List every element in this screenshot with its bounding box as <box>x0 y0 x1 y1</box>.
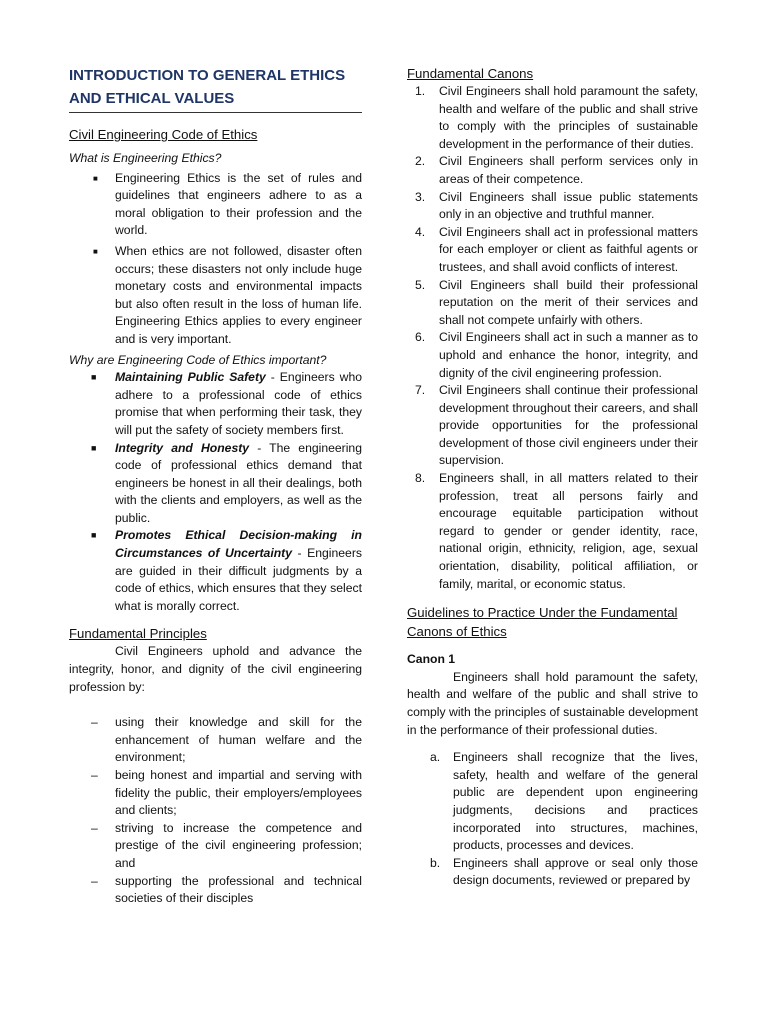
left-column <box>69 64 362 908</box>
list-item: 1. Civil Engineers shall hold paramount the safety, health and welfare of the public and shall strive to comply with the principles of sustainable development in the performance of their duties. <box>415 84 698 151</box>
list-item: ■ Engineering Ethics is the set of rules and guidelines that engineers adhere to as a moral obligation to their profession and the world. <box>93 170 362 238</box>
item-number: 6. <box>415 330 426 345</box>
item-number: 2. <box>415 154 426 169</box>
dash-icon: – <box>91 820 98 835</box>
code-of-ethics-heading: Civil Engineering Code of Ethics <box>69 127 258 142</box>
list-item: 4. Civil Engineers shall act in professional matters for each employer or client as faithful agents or trustees, and shall avoid conflicts of interest. <box>415 224 698 274</box>
fundamental-principles-heading: Fundamental Principles <box>69 626 207 642</box>
list-item: – supporting the professional and technical societies of their disciples <box>91 873 362 906</box>
list-item: ■ Maintaining Public Safety - Engineers who adhere to a professional code of ethics promise that when performing their task, they will put the safety of society members first. <box>91 370 362 437</box>
canon-1-label: Canon 1 <box>407 652 456 667</box>
list-item: – striving to increase the competence and prestige of the civil engineering profession; and <box>91 820 362 870</box>
bullet-icon: ■ <box>93 173 98 183</box>
list-item: 5. Civil Engineers shall build their professional reputation on the merit of their services and shall not compete unfairly with others. <box>415 277 698 327</box>
list-item: – being honest and impartial and serving with fidelity the public, their employers/employees and clients; <box>91 768 362 818</box>
list-item: ■ Integrity and Honesty - The engineering code of professional ethics demand that engineers be honest in all their dealings, both with the clients and employers, as well as the public. <box>91 440 362 525</box>
term: Maintaining Public Safety <box>115 370 266 385</box>
list-item: – using their knowledge and skill for the enhancement of human welfare and the environment; <box>91 715 362 765</box>
fundamental-principles-intro: Civil Engineers uphold and advance the integrity, honor, and dignity of the civil engineering profession by: <box>69 644 362 694</box>
item-number: 5. <box>415 277 426 292</box>
list-item: 6. Civil Engineers shall act in such a manner as to uphold and enhance the honor, integrity, and dignity of the civil engineering profession. <box>415 330 698 380</box>
question-what-is-ethics: What is Engineering Ethics? <box>69 151 222 165</box>
canon-1-text: Engineers shall hold paramount the safety, health and welfare of the public and shall strive to comply with the principles of sustainable development in the performance of their professional duties. <box>407 669 698 737</box>
bullet-icon: ■ <box>91 530 97 541</box>
guidelines-heading: Guidelines to Practice Under the Fundamental Canons of Ethics <box>407 605 678 640</box>
term: Promotes Ethical Decision-making in Circumstances of Uncertainty <box>115 528 362 561</box>
list-item: a. Engineers shall recognize that the lives, safety, health and welfare of the general public are dependent upon engineering judgments, decisions and practices incorporated into structures, machines, products, processes and devices. <box>430 750 698 853</box>
list-item: 3. Civil Engineers shall issue public statements only in an objective and truthful manner. <box>415 189 698 222</box>
what-is-ethics-list <box>69 170 362 349</box>
fundamental-principles-list <box>69 714 362 908</box>
list-item: ■ Promotes Ethical Decision-making in Circumstances of Uncertainty - Engineers are guided in their difficult judgments by a code of ethics, which ensures that they select what is morally correct. <box>91 528 362 613</box>
bullet-icon: ■ <box>93 246 98 256</box>
dash-icon: – <box>91 715 98 730</box>
bullet-icon: ■ <box>91 442 97 453</box>
fundamental-canons-heading: Fundamental Canons <box>407 66 534 81</box>
page-title: INTRODUCTION TO GENERAL ETHICS AND ETHICAL VALUES <box>69 64 362 113</box>
list-item: b. Engineers shall approve or seal only those design documents, reviewed or prepared by <box>430 855 698 888</box>
bullet-icon: ■ <box>91 372 97 383</box>
term: Integrity and Honesty <box>115 440 250 455</box>
list-item: 7. Civil Engineers shall continue their professional development throughout their careers, and shall provide opportunities for the professional development of those civil engineers under their supervision. <box>415 383 698 468</box>
list-item: 8. Engineers shall, in all matters related to their profession, treat all persons fairly and encourage equitable participation without regard to gender or gender identity, race, national origin, ethnicity, religion, age, sexual orientation, disability, political affiliation, or family, marital, or economic status. <box>415 471 698 591</box>
item-number: 7. <box>415 383 426 398</box>
why-important-list <box>69 369 362 615</box>
canon-1-list <box>407 749 698 890</box>
right-column <box>407 64 698 890</box>
item-number: 4. <box>415 224 426 239</box>
item-number: 1. <box>415 84 426 98</box>
list-item: 2. Civil Engineers shall perform services only in areas of their competence. <box>415 154 698 186</box>
list-item: ■ When ethics are not followed, disaster often occurs; these disasters not only include huge monetary costs and environmental impacts but also often result in the loss of human life. Engineering Ethics applies to every engineer and is very important. <box>93 243 362 346</box>
dash-icon: – <box>91 873 98 888</box>
item-letter: b. <box>430 855 441 870</box>
question-why-important: Why are Engineering Code of Ethics important? <box>69 352 327 367</box>
item-letter: a. <box>430 750 441 765</box>
dash-icon: – <box>91 768 98 782</box>
item-number: 3. <box>415 189 426 204</box>
item-number: 8. <box>415 471 426 486</box>
fundamental-canons-list <box>407 83 698 593</box>
